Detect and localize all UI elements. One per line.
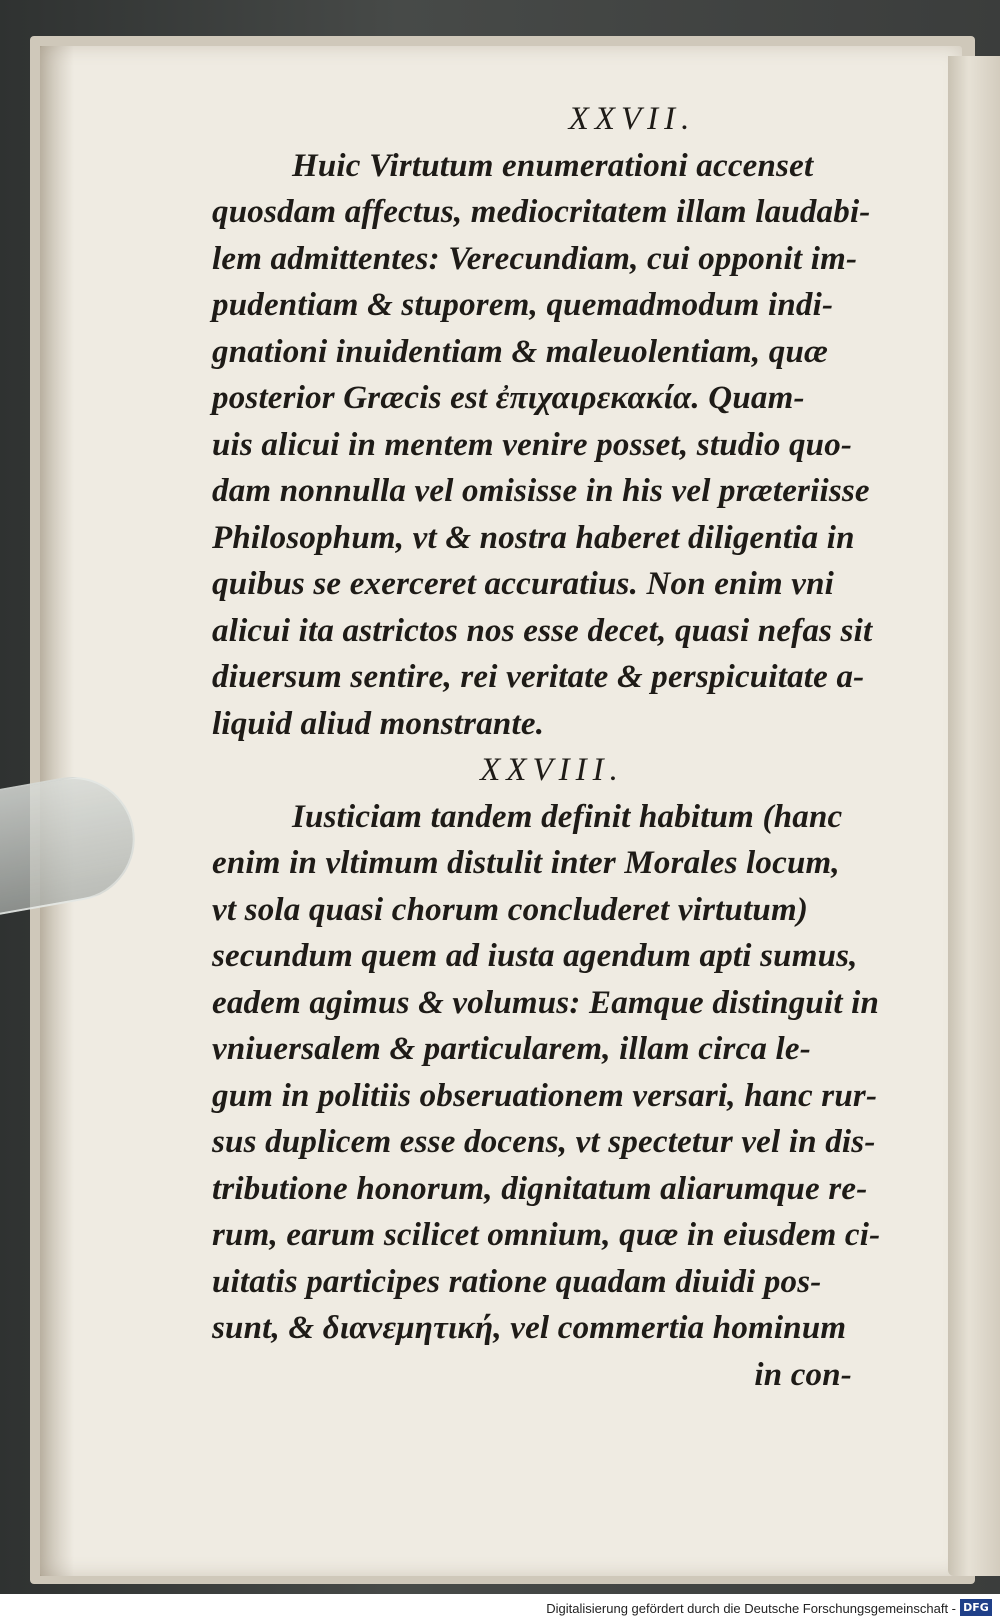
text-line: uitatis participes ratione quadam diuidi pos- [212, 1263, 822, 1300]
text-block [212, 96, 892, 1398]
text-line: quibus se exerceret accuratius. Non enim vni [212, 566, 835, 602]
text-line: quosdam affectus, mediocritatem illam laudabi- [212, 194, 871, 230]
catchword: in con- [754, 1356, 852, 1393]
text-line: rum, earum scilicet omnium, quæ in eiusdem ci- [212, 1217, 881, 1253]
dfg-logo-icon: DFG [960, 1599, 992, 1616]
funding-credit: Digitalisierung gefördert durch die Deutsche Forschungsgemeinschaft - [546, 1601, 956, 1616]
text-line: tributione honorum, dignitatum aliarumque re- [212, 1170, 868, 1207]
text-line: secundum quem ad iusta agendum apti sumus, [212, 938, 858, 974]
section-heading-28: XXVIII. [480, 752, 624, 788]
text-line: lem admittentes: Verecundiam, cui opponit im- [212, 240, 858, 277]
section-heading-27: XXVII. [568, 101, 696, 137]
text-line: sunt, & διανεμητική, vel commertia hominum [212, 1310, 847, 1346]
text-line: Iusticiam tandem definit habitum (hanc [292, 798, 843, 835]
text-line: eadem agimus & volumus: Eamque distinguit in [212, 984, 880, 1021]
text-line: vt sola quasi chorum concluderet virtutum) [212, 891, 809, 928]
text-line: gum in politiis obseruationem versari, hanc rur- [212, 1077, 878, 1114]
text-line: enim in vltimum distulit inter Morales locum, [212, 845, 840, 881]
text-line: Huic Virtutum enumerationi accenset [292, 147, 814, 184]
text-line: posterior Græcis est ἐπιχαιρεκακία. Quam- [212, 380, 805, 416]
section-27-body [212, 143, 892, 748]
text-line: vniuersalem & particularem, illam circa le- [212, 1031, 811, 1067]
footer-bar [0, 1594, 1000, 1620]
text-line: uis alicui in mentem venire posset, studio quo- [212, 426, 853, 463]
text-line: gnationi inuidentiam & maleuolentiam, quæ [212, 333, 829, 370]
text-line: pudentiam & stuporem, quemadmodum indi- [212, 287, 834, 323]
page-curl [948, 56, 1000, 1576]
text-line: Philosophum, vt & nostra haberet diligentia in [212, 519, 855, 556]
text-line: alicui ita astrictos nos esse decet, quasi nefas sit [212, 612, 873, 649]
section-28-body [212, 794, 892, 1399]
text-line: liquid aliud monstrante. [212, 705, 545, 742]
text-line: diuersum sentire, rei veritate & perspicuitate a- [212, 659, 865, 695]
text-line: sus duplicem esse docens, vt spectetur vel in dis- [212, 1124, 876, 1160]
text-line: dam nonnulla vel omisisse in his vel præteriisse [212, 473, 870, 509]
